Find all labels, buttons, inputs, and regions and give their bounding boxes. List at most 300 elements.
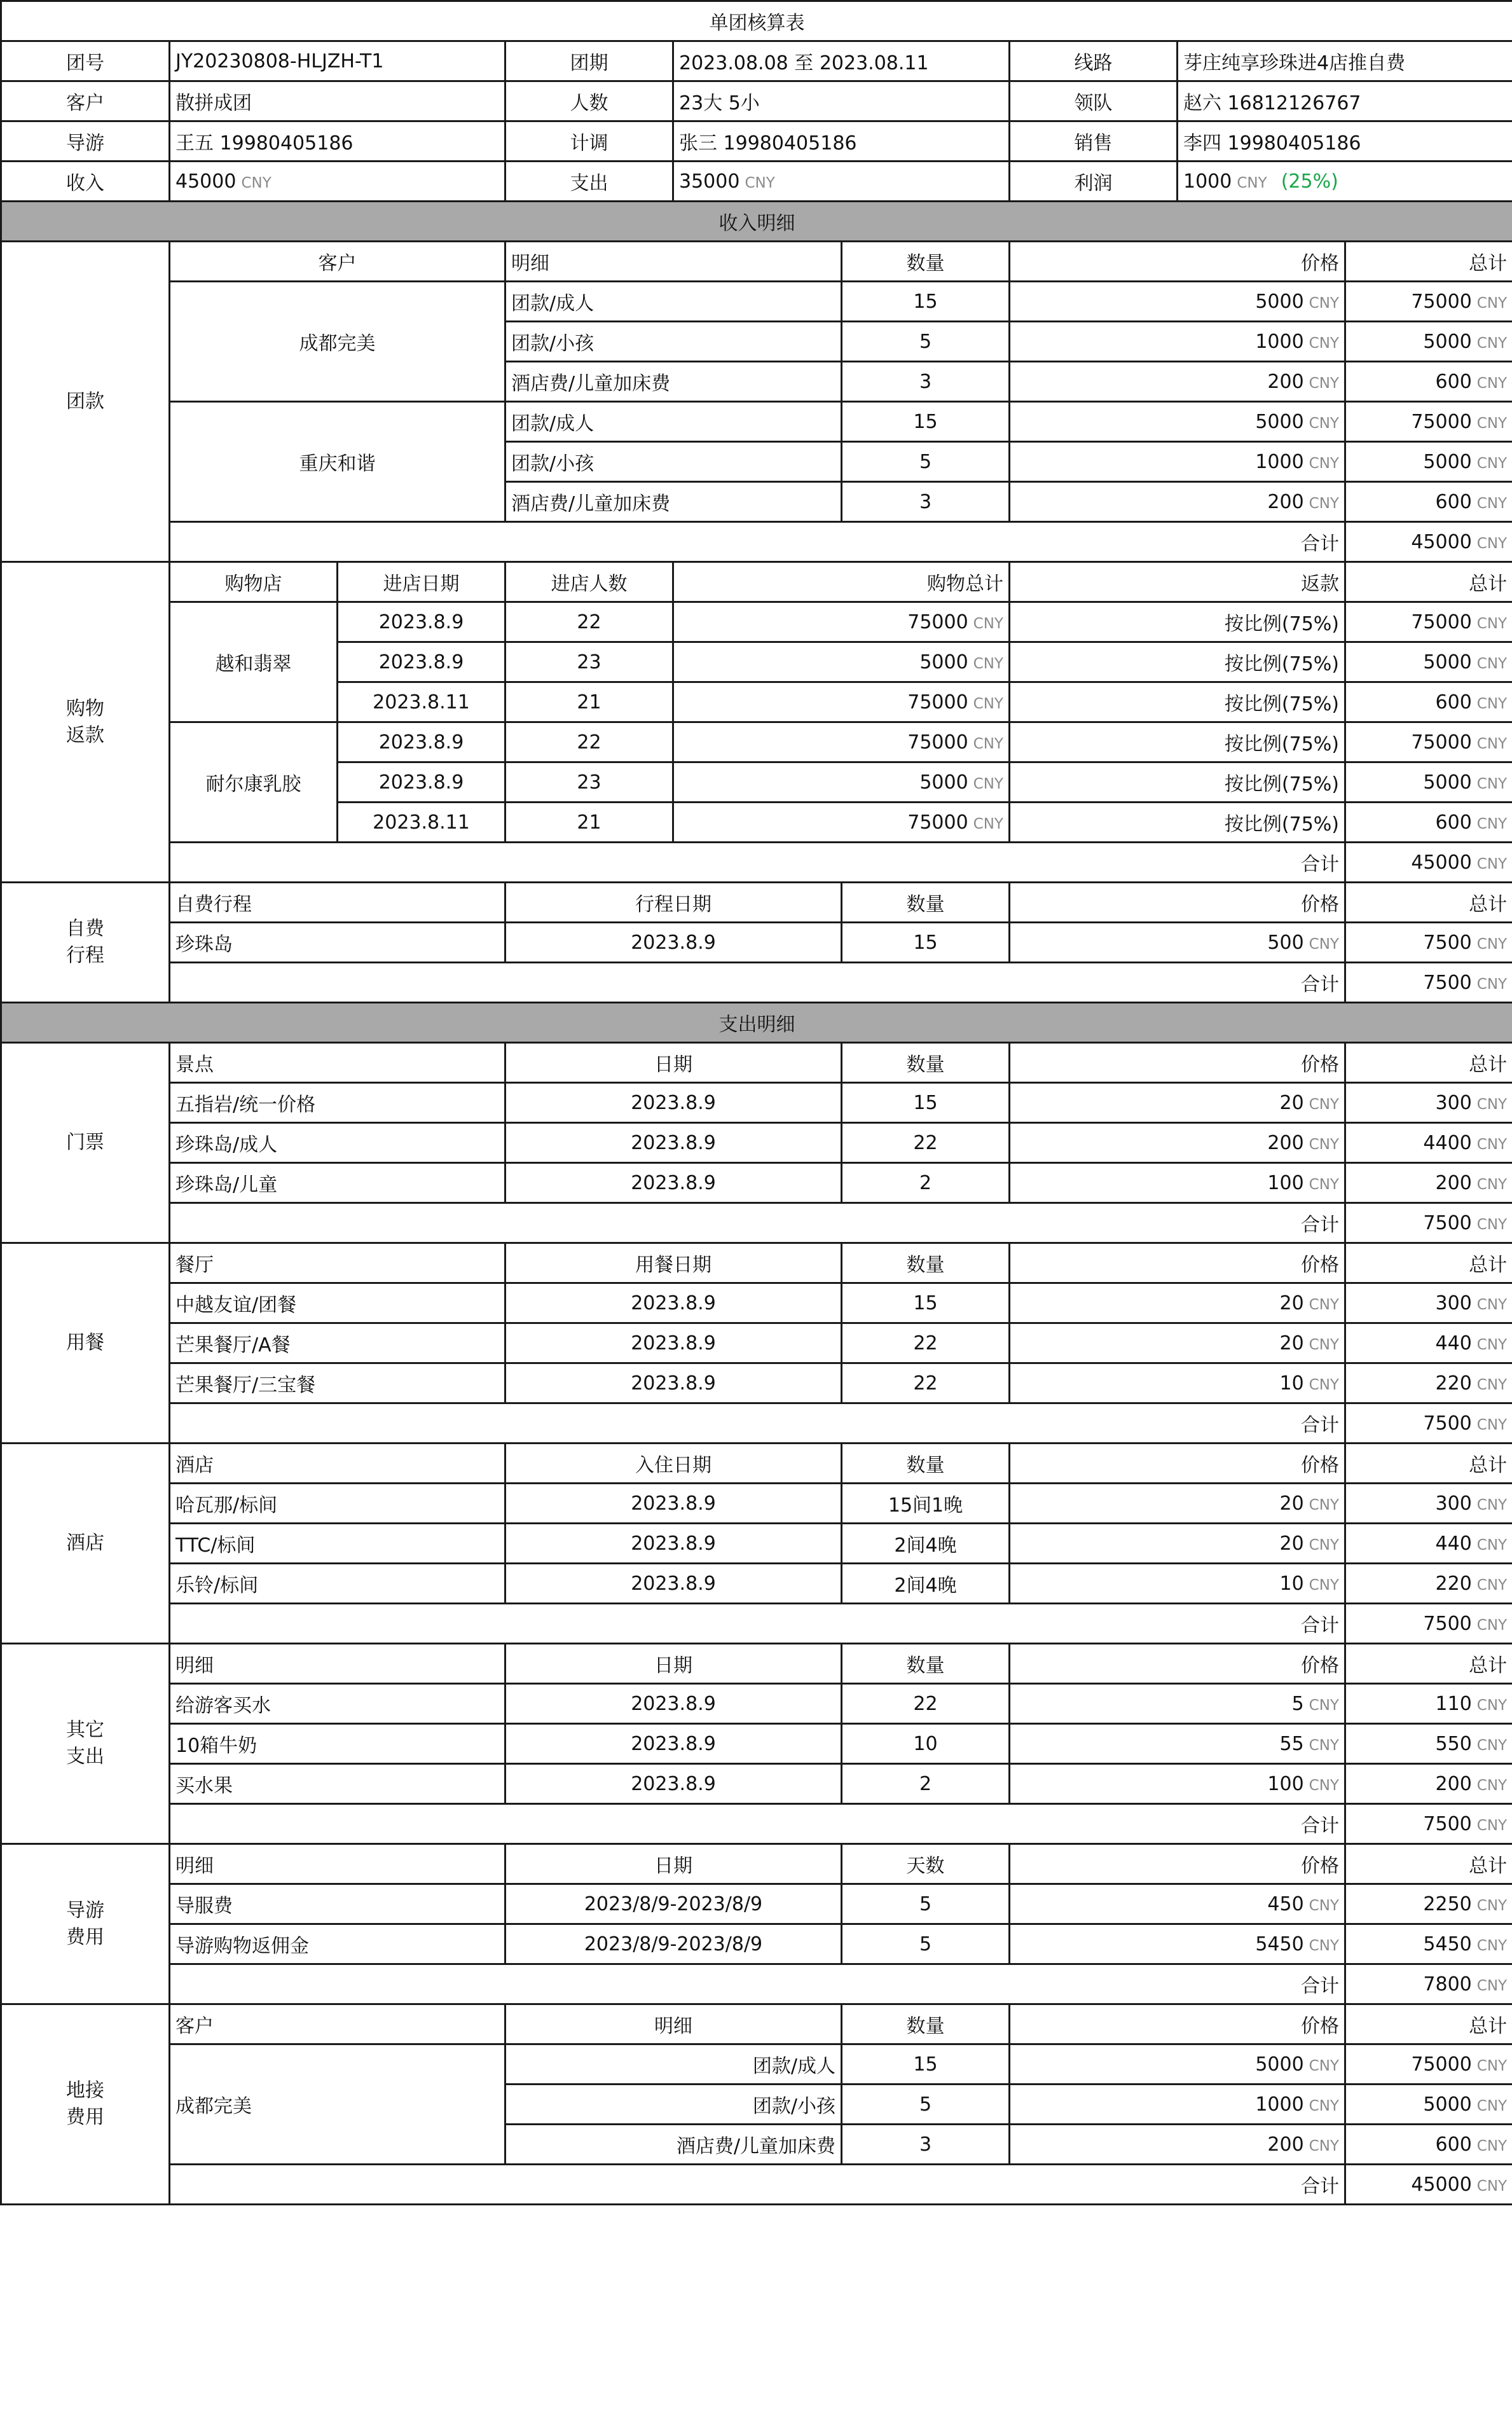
hotels-sum-row [1,1604,1512,1644]
detail-cell-text: 酒店费/儿童加床费 [511,493,671,515]
income-section-title-text: 收入明细 [718,212,795,235]
date-cell [338,722,505,762]
date-cell [505,1884,842,1924]
total-cell [1345,442,1512,482]
rebate-cell-text: 按比例(75%) [1224,693,1339,715]
total-cell-text: 7500 [1423,931,1472,954]
currency-unit: CNY [1476,1576,1508,1594]
expense-section-title [1,1003,1512,1043]
currency-unit: CNY [1476,2137,1508,2154]
total-cell-text: 600 [1435,490,1472,513]
total-cell [1345,1924,1512,1964]
table-row [1,1323,1512,1363]
date-cell-text: 2023.8.9 [631,1732,716,1755]
col-header-text: 购物总计 [927,573,1003,595]
col-header-text: 酒店 [175,1454,214,1477]
price-cell [1010,1524,1345,1564]
optional-tours-sum-value [1345,963,1512,1003]
tuankuan-header-row [1,242,1512,282]
detail-cell [505,2085,842,2125]
total-cell-text: 220 [1435,1372,1472,1395]
shopping-sum-value [1345,843,1512,883]
price-cell [1010,362,1345,402]
date-cell-text: 2023/8/9-2023/8/9 [584,1933,763,1955]
currency-unit: CNY [1476,1136,1508,1153]
guide-fee-category [1,1844,170,2004]
price-cell [1010,1764,1345,1804]
dispatcher-value: 张三 19980405186 [673,121,1010,162]
total-cell-text: 75000 [1411,410,1472,433]
detail-cell-text: 团款/成人 [511,293,594,315]
profit-cell [1178,162,1512,202]
col-header-text: 总计 [1469,1254,1508,1276]
col-header-text: 用餐日期 [635,1254,711,1276]
col-header [842,1444,1010,1484]
col-header-text: 购物店 [224,573,282,595]
customer-name [170,402,505,522]
date-cell [505,1083,842,1123]
col-header-text: 价格 [1301,252,1339,275]
date-cell [505,1363,842,1403]
other-category-label: 其它 [66,1719,104,1741]
qty-cell [842,1323,1010,1363]
qty-cell [842,322,1010,362]
price-cell [1010,1163,1345,1203]
col-header [505,1243,842,1283]
expense-value: 35000 [679,170,740,193]
qty-cell [842,1123,1010,1163]
people-cell [505,642,673,682]
qty-cell [842,482,1010,522]
total-cell [1345,1724,1512,1764]
qty-cell [842,923,1010,963]
col-header [1010,2004,1345,2044]
people-cell [505,762,673,803]
total-cell-text: 4400 [1423,1131,1472,1154]
table-row [1,1724,1512,1764]
currency-unit: CNY [1476,1216,1508,1233]
tuankuan-sum-label-text: 合计 [1301,533,1339,555]
col-header-text: 明细 [654,2015,692,2037]
price-cell-text: 1000 [1255,2093,1304,2116]
col-header-text: 数量 [906,252,945,275]
col-header-text: 价格 [1301,1855,1339,1877]
col-header [170,1243,505,1283]
tuankuan-sum-value [1345,522,1512,562]
name-cell [170,1524,505,1564]
page-title: 单团核算表 [1,1,1512,41]
detail-cell [505,402,842,442]
qty-cell-text: 5 [919,1892,932,1915]
col-header-text: 行程日期 [635,893,711,916]
currency-unit: CNY [1476,1376,1508,1393]
table-row [1,923,1512,963]
col-header-text: 价格 [1301,893,1339,916]
price-cell [1010,1123,1345,1163]
shopping-category [1,562,170,883]
amount-cell-text: 5000 [919,651,968,673]
currency-unit: CNY [1476,1777,1508,1794]
name-cell [170,1764,505,1804]
qty-cell-text: 15 [913,2053,938,2076]
amount-cell-text: 75000 [907,610,968,633]
col-header-text: 日期 [654,1054,692,1076]
col-header-text: 明细 [511,252,549,275]
local-fee-header-row [1,2004,1512,2044]
price-cell [1010,1924,1345,1964]
currency-unit: CNY [973,815,1003,832]
col-header [1010,1844,1345,1884]
currency-unit: CNY [1476,975,1508,993]
qty-cell [842,1524,1010,1564]
col-header [1345,2004,1512,2044]
total-cell-text: 300 [1435,1492,1472,1515]
currency-unit: CNY [241,174,271,191]
local-fee-category-label: 费用 [66,2106,104,2128]
qty-cell [842,1764,1010,1804]
total-cell [1345,923,1512,963]
date-cell [505,1163,842,1203]
date-cell [505,1123,842,1163]
col-header [1010,1444,1345,1484]
total-cell [1345,602,1512,642]
currency-unit: CNY [1476,1897,1508,1914]
detail-cell [505,2125,842,2165]
price-cell-text: 5450 [1255,1933,1304,1955]
qty-cell-text: 5 [919,1933,932,1955]
qty-cell-text: 15 [913,410,938,433]
leader-value: 赵六 16812126767 [1178,81,1512,121]
total-cell [1345,1764,1512,1804]
currency-unit: CNY [1309,455,1339,472]
total-cell [1345,1163,1512,1203]
date-cell [505,1283,842,1323]
expense-label: 支出 [505,162,673,202]
hotels-category-label: 酒店 [66,1532,104,1554]
tickets-category [1,1043,170,1243]
guide-fee-sum-value [1345,1964,1512,2004]
price-cell-text: 200 [1267,490,1304,513]
col-header-text: 价格 [1301,1454,1339,1477]
guide-fee-sum-row [1,1964,1512,2004]
optional-tours-category-label: 自费 [66,918,104,940]
col-header [170,1444,505,1484]
col-header-text: 总计 [1469,1655,1508,1677]
price-cell-text: 55 [1279,1732,1304,1755]
col-header [1010,1043,1345,1083]
name-cell [170,1924,505,1964]
total-cell-text: 300 [1435,1292,1472,1314]
date-cell-text: 2023.8.9 [631,1332,716,1354]
date-cell-text: 2023.8.9 [631,1492,716,1515]
amount-cell [673,722,1010,762]
rebate-cell [1010,602,1345,642]
total-cell [1345,402,1512,442]
income-section-title [1,202,1512,242]
col-header-text: 总计 [1469,252,1508,275]
total-cell-text: 200 [1435,1772,1472,1795]
col-header [170,242,505,282]
currency-unit: CNY [1476,815,1508,832]
table-row [1,1684,1512,1724]
col-header-text: 客户 [318,252,357,275]
currency-unit: CNY [1476,935,1508,953]
people-cell [505,602,673,642]
table-row [1,2044,1512,2085]
currency-unit: CNY [1309,1777,1339,1794]
route-value: 芽庄纯享珍珠进4店推自费 [1178,41,1512,81]
qty-cell-text: 3 [919,2133,932,2156]
qty-cell [842,1684,1010,1724]
rebate-cell [1010,642,1345,682]
optional-tours-header-row [1,883,1512,923]
currency-unit: CNY [1309,1536,1339,1554]
name-cell-text: 导游购物返佣金 [175,1935,309,1957]
name-cell-text: TTC/标间 [175,1534,256,1557]
expense-section-title-text: 支出明细 [718,1014,795,1036]
tuankuan-sum-value-text: 45000 [1411,530,1472,553]
total-cell-text: 440 [1435,1332,1472,1354]
col-header-text: 数量 [906,1054,945,1076]
tickets-sum-value [1345,1203,1512,1243]
detail-cell-text: 团款/小孩 [752,2095,835,2118]
total-cell [1345,1884,1512,1924]
currency-unit: CNY [1309,935,1339,953]
tuankuan-sum-label [170,522,1345,562]
detail-cell-text: 酒店费/儿童加床费 [511,373,671,395]
date-cell-text: 2023.8.9 [631,1091,716,1114]
qty-cell [842,1564,1010,1604]
table-row [1,1083,1512,1123]
rebate-cell-text: 按比例(75%) [1224,813,1339,836]
name-cell [170,1323,505,1363]
meals-sum-value [1345,1403,1512,1444]
currency-unit: CNY [1309,294,1339,312]
qty-cell-text: 15 [913,1292,938,1314]
col-header [505,883,842,923]
route-label: 线路 [1010,41,1178,81]
date-cell [505,1764,842,1804]
currency-unit: CNY [1476,2097,1508,2114]
meals-category-label: 用餐 [66,1332,104,1354]
price-cell-text: 500 [1267,931,1304,954]
tickets-sum-row [1,1203,1512,1243]
date-cell [505,1564,842,1604]
name-cell-text: 10箱牛奶 [175,1735,258,1757]
income-label: 收入 [1,162,170,202]
guide-fee-category-label: 导游 [66,1899,104,1922]
col-header-text: 总计 [1469,1054,1508,1076]
header-row [1,162,1512,202]
name-cell-text: 哈瓦那/标间 [175,1494,278,1517]
col-header [842,2004,1010,2044]
date-cell [338,642,505,682]
col-header-text: 入住日期 [635,1454,711,1477]
customer-value: 散拼成团 [170,81,505,121]
total-cell [1345,2044,1512,2085]
price-cell-text: 200 [1267,2133,1304,2156]
guide-fee-sum-label [170,1964,1345,2004]
col-header-text: 明细 [175,1855,214,1877]
date-cell-text: 2023.8.9 [378,731,464,754]
qty-cell-text: 3 [919,370,932,393]
currency-unit: CNY [1309,2097,1339,2114]
guide-fee-sum-label-text: 合计 [1301,1975,1339,1997]
currency-unit: CNY [1476,1977,1508,1994]
col-header-text: 价格 [1301,1254,1339,1276]
meals-sum-value-text: 7500 [1423,1412,1472,1435]
date-cell-text: 2023.8.9 [378,610,464,633]
table-row [1,1524,1512,1564]
qty-cell-text: 22 [913,1131,938,1154]
name-cell [170,1884,505,1924]
total-cell [1345,322,1512,362]
price-cell [1010,1083,1345,1123]
price-cell-text: 20 [1279,1532,1304,1555]
col-header [170,883,505,923]
col-header [1010,883,1345,923]
col-header [842,1644,1010,1684]
name-cell-text: 导服费 [175,1895,233,1917]
detail-cell [505,322,842,362]
name-cell-text: 给游客买水 [175,1695,271,1717]
hotels-sum-value-text: 7500 [1423,1612,1472,1635]
total-cell [1345,722,1512,762]
currency-unit: CNY [1309,415,1339,432]
col-header [1345,1043,1512,1083]
qty-cell-text: 15 [913,1091,938,1114]
total-cell [1345,1484,1512,1524]
total-cell-text: 600 [1435,691,1472,713]
total-cell-text: 5000 [1423,450,1472,473]
price-cell [1010,1363,1345,1403]
amount-cell [673,682,1010,722]
col-header-text: 价格 [1301,1655,1339,1677]
currency-unit: CNY [1476,1096,1508,1113]
group-no-value: JY20230808-HLJZH-T1 [170,41,505,81]
price-cell-text: 100 [1267,1772,1304,1795]
other-sum-value-text: 7500 [1423,1812,1472,1835]
qty-cell [842,2044,1010,2085]
total-cell [1345,1564,1512,1604]
qty-cell-text: 22 [913,1332,938,1354]
qty-cell [842,1163,1010,1203]
header-row [1,81,1512,121]
col-header [842,1844,1010,1884]
profit-rate: (25%) [1281,170,1338,193]
date-cell-text: 2023.8.9 [631,931,716,954]
price-cell [1010,442,1345,482]
col-header-text: 总计 [1469,1454,1508,1477]
store-name [170,722,338,843]
other-sum-label-text: 合计 [1301,1815,1339,1837]
currency-unit: CNY [1476,695,1508,712]
people-cell [505,722,673,762]
currency-unit: CNY [1476,2177,1508,2195]
hotels-category [1,1444,170,1644]
col-header [505,1644,842,1684]
total-cell-text: 440 [1435,1532,1472,1555]
date-cell [338,682,505,722]
currency-unit: CNY [1476,1536,1508,1554]
name-cell [170,1684,505,1724]
col-header [170,1043,505,1083]
optional-tours-category-label: 行程 [66,944,104,967]
local-fee-sum-label [170,2165,1345,2205]
qty-cell-text: 2间4晚 [894,1534,957,1557]
currency-unit: CNY [973,775,1003,792]
table-row [1,1123,1512,1163]
total-cell [1345,2085,1512,2125]
store-name [170,602,338,722]
qty-cell-text: 2间4晚 [894,1575,957,1597]
col-header [1345,242,1512,282]
name-cell [170,1724,505,1764]
price-cell-text: 20 [1279,1492,1304,1515]
currency-unit: CNY [1309,1576,1339,1594]
price-cell-text: 5000 [1255,410,1304,433]
price-cell-text: 5 [1291,1692,1304,1715]
currency-unit: CNY [973,695,1003,712]
total-cell-text: 200 [1435,1171,1472,1194]
currency-unit: CNY [1476,1817,1508,1834]
total-cell-text: 300 [1435,1091,1472,1114]
col-header [170,1644,505,1684]
col-header [505,562,673,602]
total-cell-text: 550 [1435,1732,1472,1755]
shopping-category-label: 购物 [66,697,104,720]
date-cell [338,602,505,642]
qty-cell [842,362,1010,402]
people-value: 23大 5小 [673,81,1010,121]
date-cell-text: 2023.8.11 [373,691,470,713]
qty-cell [842,1283,1010,1323]
price-cell-text: 10 [1279,1372,1304,1395]
guide-value: 王五 19980405186 [170,121,505,162]
other-category [1,1644,170,1844]
date-cell-text: 2023.8.9 [631,1131,716,1154]
currency-unit: CNY [1476,495,1508,512]
col-header [505,2004,842,2044]
customer-label: 客户 [1,81,170,121]
qty-cell-text: 22 [913,1692,938,1715]
date-cell-text: 2023.8.11 [373,811,470,834]
people-label: 人数 [505,81,673,121]
total-cell [1345,2125,1512,2165]
price-cell [1010,282,1345,322]
currency-unit: CNY [1309,1296,1339,1313]
date-cell [505,1484,842,1524]
qty-cell [842,1083,1010,1123]
shopping-sum-label-text: 合计 [1301,853,1339,876]
income-cell [170,162,505,202]
currency-unit: CNY [973,735,1003,752]
currency-unit: CNY [1476,1336,1508,1353]
profit-value: 1000 [1183,170,1232,193]
people-cell-text: 21 [577,691,601,713]
currency-unit: CNY [1309,1737,1339,1754]
currency-unit: CNY [1476,415,1508,432]
currency-unit: CNY [1476,855,1508,872]
expense-section [1,1003,1512,1043]
table-row [1,1924,1512,1964]
store-name-text: 越和翡翠 [215,653,292,675]
currency-unit: CNY [1309,1136,1339,1153]
guide-label: 导游 [1,121,170,162]
currency-unit: CNY [1476,455,1508,472]
rebate-cell [1010,682,1345,722]
col-header [505,1844,842,1884]
